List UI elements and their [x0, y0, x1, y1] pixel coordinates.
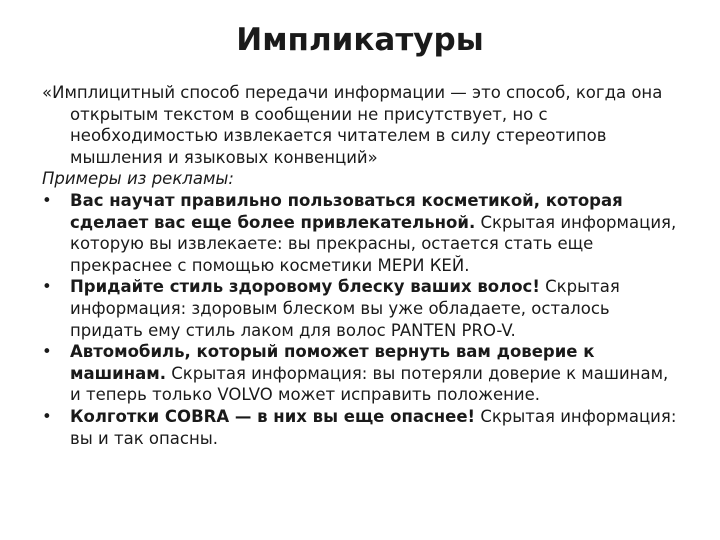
bullet-rest-text: Скрытая информация: здоровым блеском вы уже обладаете, осталось придать ему стиль лаком для волос PANTEN PRO-V.: [70, 277, 620, 340]
bullet-item: [42, 190, 680, 276]
bullet-text: [70, 406, 680, 449]
bullet-icon: •: [42, 190, 52, 210]
bullet-bold-text: Вас научат правильно пользоваться косметикой, которая сделает вас еще более привлекательной.: [70, 190, 623, 232]
bullet-item: [42, 341, 680, 406]
bullet-bold-text: Автомобиль, который поможет вернуть вам доверие к машинам.: [70, 342, 595, 383]
bullet-text: [70, 341, 680, 406]
bullet-icon: •: [42, 342, 52, 362]
bullet-text: [70, 276, 680, 341]
bullet-icon: •: [42, 406, 52, 426]
bullet-rest-text: Скрытая информация, которую вы извлекаете: вы прекрасны, остается стать еще прекраснее с помощью косметики МЕРИ КЕЙ.: [70, 212, 677, 275]
intro-quote: «Имплицитный способ передачи информации — это способ, когда она открытым текстом в сообщении не присутствует, но с необходимостью извлекается читателем в силу стереотипов мышления и языковых конвенций»: [42, 83, 663, 167]
bullet-icon: •: [42, 277, 52, 297]
bullet-rest-text: Скрытая информация: вы потеряли доверие к машинам, и теперь только VOLVO может исправить положение.: [70, 363, 669, 405]
bullet-rest-text: Скрытая информация: вы и так опасны.: [70, 406, 677, 448]
slide-body: [42, 82, 680, 449]
bullet-text: [70, 190, 680, 276]
bullet-item: [42, 276, 680, 341]
examples-label: Примеры из рекламы:: [42, 169, 234, 189]
bullet-bold-text: Колготки COBRA — в них вы еще опаснее!: [70, 406, 476, 426]
bullet-bold-text: Придайте стиль здоровому блеску ваших волос!: [70, 277, 540, 297]
bullet-item: [42, 406, 680, 449]
slide-title: Импликатуры: [236, 22, 484, 58]
